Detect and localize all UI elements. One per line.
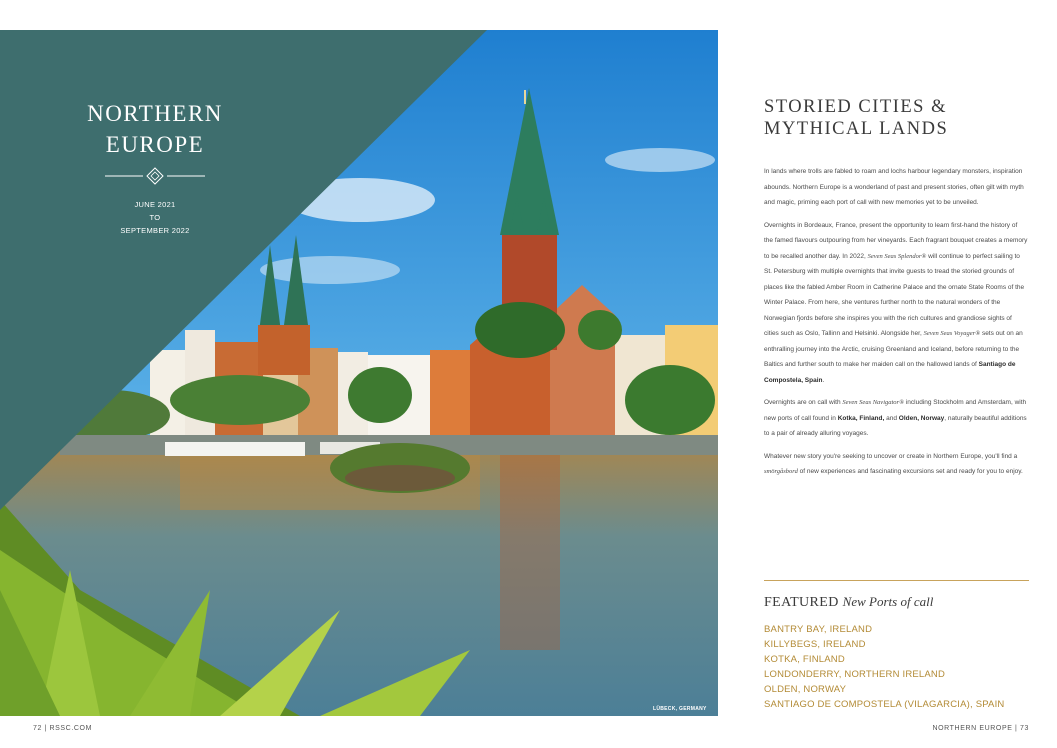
diamond-ornament-icon xyxy=(105,166,205,186)
right-page-folio: NORTHERN EUROPE | 73 xyxy=(932,725,1029,732)
port-highlight: Santiago de Compostela, Spain xyxy=(764,361,1016,384)
featured-heading xyxy=(764,594,933,611)
date-end: SEPTEMBER 2022 xyxy=(120,226,190,235)
port-item: BANTRY BAY, IRELAND xyxy=(764,624,873,635)
article-body xyxy=(764,164,1028,487)
port-item: LONDONDERRY, NORTHERN IRELAND xyxy=(764,669,946,680)
paragraph-4: Whatever new story you're seeking to uncover or create in Northern Europe, you'll find a smörgåsbord of new experiences and fascinating excursions set and ready for you to enjoy. xyxy=(764,452,1023,475)
title-line-2: EUROPE xyxy=(105,132,205,157)
destination-title xyxy=(60,98,250,160)
heading-line-2: MYTHICAL LANDS xyxy=(764,119,949,139)
port-item: OLDEN, NORWAY xyxy=(764,684,847,695)
port-highlight: Olden, Norway xyxy=(898,414,945,422)
port-highlight: Kotka, Finland, xyxy=(837,414,885,422)
sailing-dates xyxy=(100,198,210,237)
featured-italic: New Ports of call xyxy=(842,594,934,609)
port-item: KOTKA, FINLAND xyxy=(764,654,845,665)
gold-divider xyxy=(764,580,1029,581)
new-ports-list xyxy=(764,622,1005,712)
ship-name: Seven Seas Voyager® xyxy=(923,330,981,337)
paragraph-3: Overnights are on call with Seven Seas Navigator® including Stockholm and Amsterdam, with new ports of call found in Kotka, Finland, and Olden, Norway, naturally beautiful additions to a pair of already alluring voyages. xyxy=(764,399,1027,437)
article-heading xyxy=(764,96,948,140)
date-start: JUNE 2021 xyxy=(134,200,176,209)
left-page-folio: 72 | RSSC.COM xyxy=(33,725,93,732)
heading-line-1: STORIED CITIES & xyxy=(764,97,947,117)
date-to: TO xyxy=(149,213,161,222)
port-item: SANTIAGO DE COMPOSTELA (VILAGARCIA), SPAIN xyxy=(764,699,1005,710)
ship-name: Seven Seas Splendor® xyxy=(867,252,927,260)
paragraph-1: In lands where trolls are fabled to roam and lochs harbour legendary monsters, inspiration abounds. Northern Europe is a wonderland of past and present stories, often gilt with myth and magic, priming each port of call with new memories yet to be unveiled. xyxy=(764,168,1024,206)
photo-caption: LÜBECK, GERMANY xyxy=(653,706,707,712)
italic-term: smörgåsbord xyxy=(764,468,798,475)
ship-name: Seven Seas Navigator® xyxy=(842,399,905,406)
paragraph-2: Overnights in Bordeaux, France, present the opportunity to learn first-hand the history of the famed flavours outpouring from her vineyards. Each fragrant bouquet creates a memory to be recalled another day. In 2022, Seven Seas Splendor® will continue to perfect sailing to St. Petersburg with multiple overnights that invite guests to tread the storied grounds of places like the fabled Amber Room in Catherine Palace and the ornate State Rooms of the Winter Palace. From here, she ventures further north to the natural wonders of the Norwegian fjords before she inspires you with the rich cultures and grandiose sights of cities such as Oslo, Tallinn and Helsinki. Alongside her, Seven Seas Voyager® sets out on an enthralling journey into the Arctic, cruising Greenland and Iceland, before returning to the Baltics and further south to make her maiden call on the hallowed lands of Santiago de Compostela, Spain. xyxy=(764,221,1028,384)
port-item: KILLYBEGS, IRELAND xyxy=(764,639,866,650)
featured-word: FEATURED xyxy=(764,595,839,610)
title-line-1: NORTHERN xyxy=(87,101,223,126)
